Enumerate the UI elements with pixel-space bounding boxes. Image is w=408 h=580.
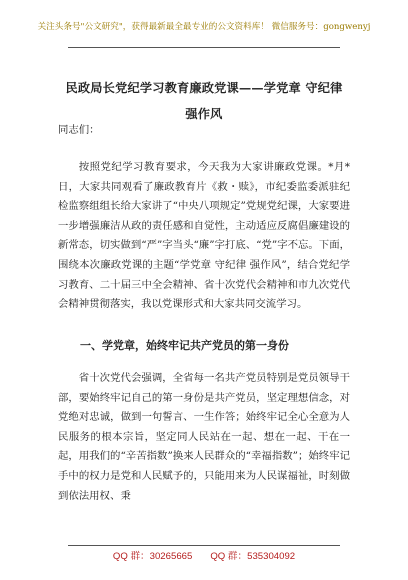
footer-qq-group-2: QQ 群：535304092 [210,551,296,562]
footer [0,548,408,562]
header-divider [68,47,340,48]
body-paragraph-2: 省十次党代会强调，全省每一名共产党员特别是党员领导干部，要始终牢记自己的第一身份是共产党员，坚定理想信念，对党绝对忠诚，做到一句誓言、一生作答；始终牢记全心全意为人民服务的根本宗旨，坚定同人民站在一起、想在一起、干在一起，用我们的“辛苦指数”换来人民群众的“幸福指数”；始终牢记手中的权力是党和人民赋予的，只能用来为人民谋福祉，时刻做到依法用权、秉 [58,372,350,502]
footer-qq-group-1: QQ 群：30265665 [112,551,193,562]
salutation: 同志们： [58,124,100,136]
document-title: 民政局长党纪学习教育廉政党课——学党章 守纪律 强作风 [65,81,343,121]
section-heading-1: 一、学党章，始终牢记共产党员的第一身份 [80,339,289,352]
body-paragraph-1: 按照党纪学习教育要求，今天我为大家讲廉政党课。*月*日，大家共同观看了廉政教育片《救・赎》，市纪委监委派驻纪检监察组组长给大家讲了“中央八项规定”党规党纪课，大家要进一步增强廉洁从政的责任感和自觉性，主动适应反腐倡廉建设的新常态，切实做到“严”字当头“廉”字打底、“党”字不忘。下面，围绕本次廉政党课的主题“学党章 守纪律 强作风”，结合党纪学习教育、二十届三中全会精神、省十次党代会精神和市九次党代会精神贯彻落实，我以党课形式和大家共同交流学习。 [58,161,350,311]
header-banner: 关注头条号"公文研究"，获得最新最全最专业的公文资料库！ 微信服务号：gongwenyj [37,22,371,32]
footer-divider [68,545,340,546]
